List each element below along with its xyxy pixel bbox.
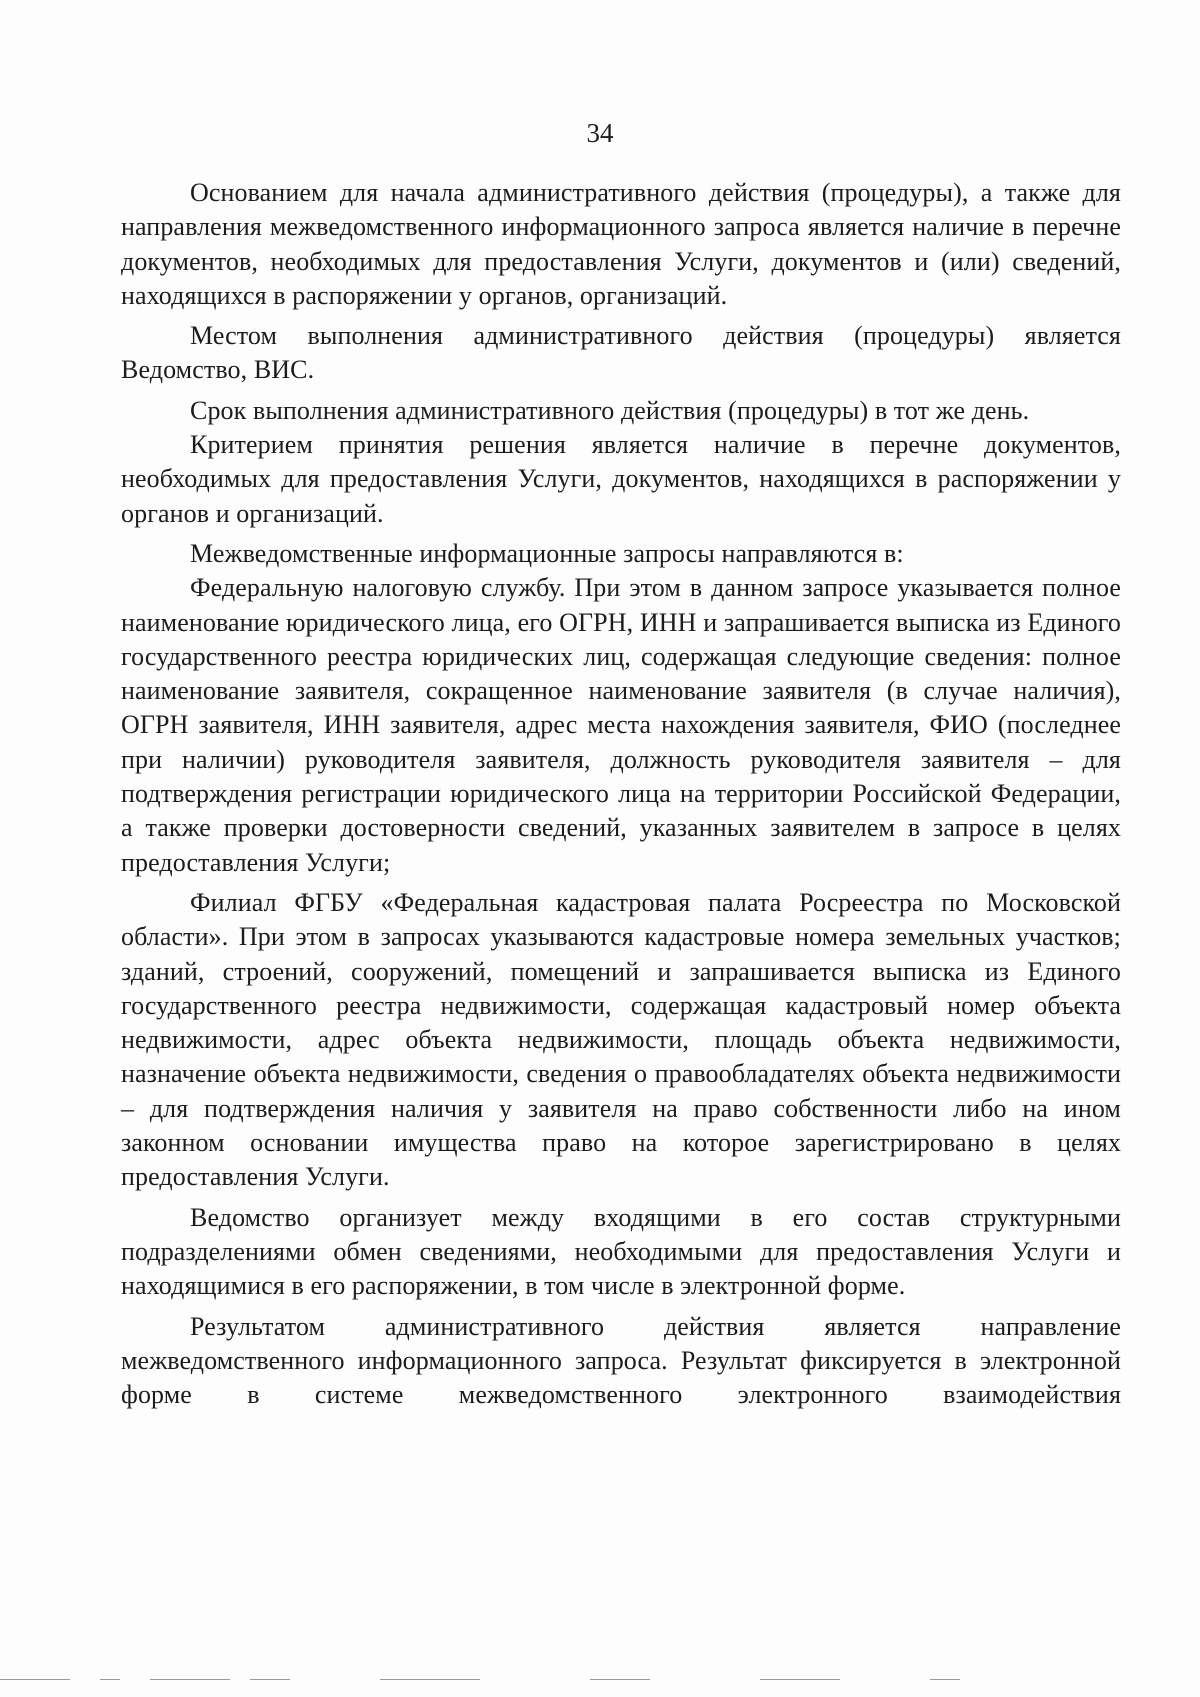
paragraph-place: Местом выполнения административного действия (процедуры) является Ведомство, ВИС. [121,321,1121,385]
paragraph-criterion: Критерием принятия решения является наличие в перечне документов, необходимых для предоставления Услуги, документов, находящихся в распоряжении у органов и организаций. [121,430,1121,528]
paragraph-tax-service: Федеральную налоговую службу. При этом в данном запросе указывается полное наименование юридического лица, его ОГРН, ИНН и запрашивается выписка из Единого государственного реестра юридических лиц, содержащая следующие сведения: полное наименование заявителя, сокращенное наименование заявителя (в случае наличия), ОГРН заявителя, ИНН заявителя, адрес места нахождения заявителя, ФИО (последнее при наличии) руководителя заявителя, должность руководителя заявителя – для подтверждения регистрации юридического лица на территории Российской Федерации, а также проверки достоверности сведений, указанных заявителем в запросе в целях предоставления Услуги; [121,573,1121,877]
document-body [121,176,1121,1418]
paragraph-cadastral-chamber: Филиал ФГБУ «Федеральная кадастровая палата Росреестра по Московской области». При этом в запросах указываются кадастровые номера земельных участков; зданий, строений, сооружений, помещений и запрашивается выписка из Единого государственного реестра недвижимости, содержащая кадастровый номер объекта недвижимости, адрес объекта недвижимости, площадь объекта недвижимости, назначение объекта недвижимости, сведения о правообладателях объекта недвижимости – для подтверждения наличия у заявителя на право собственности либо на ином законном основании имущества право на которое зарегистрировано в целях предоставления Услуги. [121,887,1121,1192]
page-number: 34 [586,118,614,148]
paragraph-result: Результатом административного действия является направление межведомственного информационного запроса. Результат фиксируется в электронной форме в системе межведомственного электронного взаимодействия [121,1311,1121,1410]
paragraph-basis: Основанием для начала административного действия (процедуры), а также для направления межведомственного информационного запроса является наличие в перечне документов, необходимых для предоставления Услуги, документов и (или) сведений, находящихся в распоряжении у органов, организаций. [121,178,1121,310]
paragraph-information-exchange: Ведомство организует между входящими в его состав структурными подразделениями обмен сведениями, необходимыми для предоставления Услуги и находящимися в его распоряжении, в том числе в электронной форме. [121,1202,1121,1301]
scan-bottom-artifact [0,1676,1200,1684]
paragraph-requests-intro: Межведомственные информационные запросы направляются в: [190,538,904,568]
paragraph-term: Срок выполнения административного действия (процедуры) в тот же день. [190,395,1030,425]
